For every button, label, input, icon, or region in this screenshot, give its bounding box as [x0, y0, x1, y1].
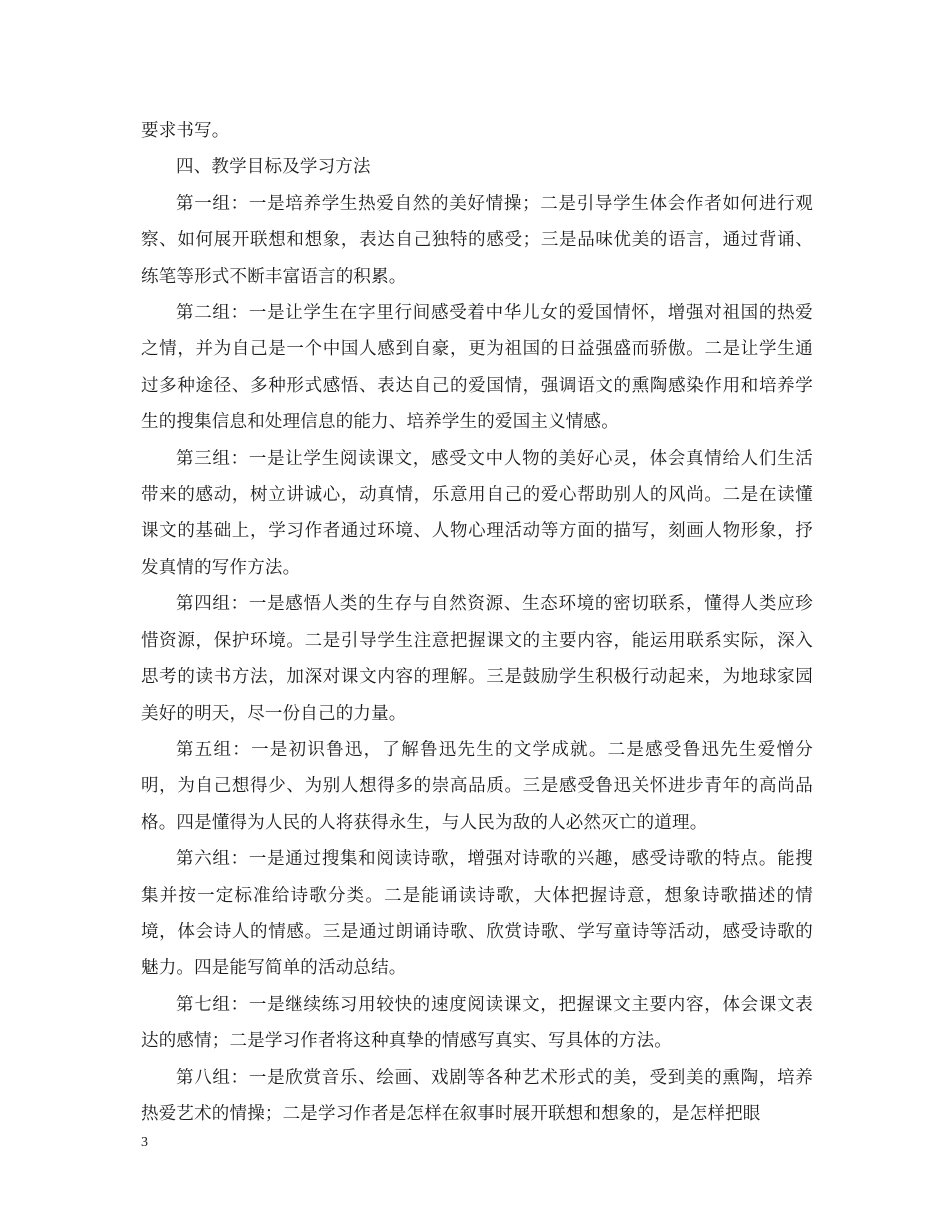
paragraph-continuation: 要求书写。: [141, 121, 230, 141]
document-body: [141, 113, 813, 1132]
paragraph-group-1: 第一组：一是培养学生热爱自然的美好情操；二是引导学生体会作者如何进行观察、如何展开联想和想象，表达自己独特的感受；三是品味优美的语言，通过背诵、练笔等形式不断丰富语言的积累。: [141, 193, 813, 287]
paragraph-group-6: 第六组：一是通过搜集和阅读诗歌，增强对诗歌的兴趣，感受诗歌的特点。能搜集并按一定标准给诗歌分类。二是能诵读诗歌，大体把握诗意，想象诗歌描述的情境，体会诗人的情感。三是通过朗诵诗歌、欣赏诗歌、学写童诗等活动，感受诗歌的魅力。四是能写简单的活动总结。: [141, 849, 813, 979]
section-heading: 四、教学目标及学习方法: [176, 157, 371, 178]
paragraph-group-7: 第七组：一是继续练习用较快的速度阅读课文，把握课文主要内容，体会课文表达的感情；二是学习作者将这种真挚的情感写真实、写具体的方法。: [141, 994, 813, 1052]
paragraph-group-8: 第八组：一是欣赏音乐、绘画、戏剧等各种艺术形式的美，受到美的熏陶，培养热爱艺术的情操；二是学习作者是怎样在叙事时展开联想和想象的，是怎样把眼: [141, 1067, 813, 1124]
paragraph-group-3: 第三组：一是让学生阅读课文，感受文中人物的美好心灵，体会真情给人们生活带来的感动，树立讲诚心，动真情，乐意用自己的爱心帮助别人的风尚。二是在读懂课文的基础上，学习作者通过环境、人物心理活动等方面的描写，刻画人物形象，抒发真情的写作方法。: [141, 448, 813, 578]
page-number: 3: [141, 1135, 148, 1150]
paragraph-group-5: 第五组：一是初识鲁迅，了解鲁迅先生的文学成就。二是感受鲁迅先生爱憎分明，为自己想得少、为别人想得多的崇高品质。三是感受鲁迅关怀进步青年的高尚品格。四是懂得为人民的人将获得永生，与人民为敌的人必然灭亡的道理。: [141, 739, 813, 833]
paragraph-group-2: 第二组：一是让学生在字里行间感受着中华儿女的爱国情怀，增强对祖国的热爱之情，并为自己是一个中国人感到自豪，更为祖国的日益强盛而骄傲。二是让学生通过多种途径、多种形式感悟、表达自己的爱国情，强调语文的熏陶感染作用和培养学生的搜集信息和处理信息的能力、培养学生的爱国主义情感。: [141, 303, 813, 433]
paragraph-group-4: 第四组：一是感悟人类的生存与自然资源、生态环境的密切联系，懂得人类应珍惜资源，保护环境。二是引导学生注意把握课文的主要内容，能运用联系实际，深入思考的读书方法，加深对课文内容的理解。三是鼓励学生积极行动起来，为地球家园美好的明天，尽一份自己的力量。: [141, 594, 813, 724]
